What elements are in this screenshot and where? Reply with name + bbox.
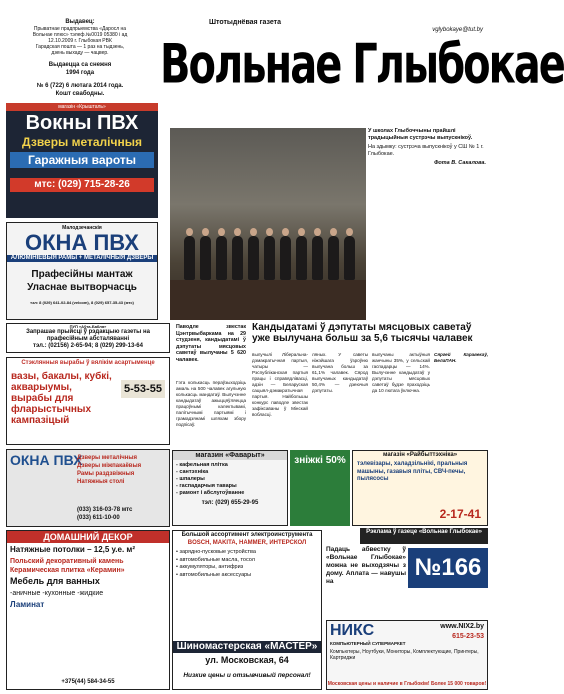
ad-raybyttekhnika [352, 450, 488, 526]
caption-text: У школах Глыбоччыны прайшлі традыцыйныя сустрэчы выпускнікоў. [368, 128, 473, 141]
ad-favaryt [172, 450, 288, 526]
founded-date: Выдаецца са снежня 1994 года [48, 62, 112, 76]
ad-header: магазін «Крышталь» [6, 103, 158, 111]
ad-phone: 615-23-53 [452, 633, 484, 640]
ad-phone: 2-17-41 [439, 507, 481, 521]
notice-text: Запрашае прыйсці ў рэдакцыю газеты на прафесійным абсталяванні [26, 329, 150, 342]
ad-title: Большой ассортимент электроинструмента [181, 532, 313, 538]
ad-title: ОКНА ПВХ [25, 230, 139, 255]
ad-windows-maladzechna [6, 222, 158, 320]
ad-shop: Шиномастерская «МАСТЕР» [173, 641, 321, 653]
ad-list: - кафельная плітка - сантэхніка - шпалеры - гаспадарчыя тавары - рамонт і абслугоўванне [176, 462, 245, 496]
caption-author: Фота В. Сакалова. [434, 160, 486, 166]
ad-brands: BOSCH, MAKITA, HAMMER, ИНТЕРСКОЛ [187, 540, 307, 546]
article-column-3: ляных. У саветы ніжэйшага ўзроўню вылучана больш за 61,1% чалавек. Сярод вылучаных кандыдатаў 50,4% — дзеючыя дэпутаты. [312, 352, 368, 393]
ad-title: Вокны ПВХ [25, 112, 139, 134]
ad-address: ул. Московская, 64 [205, 655, 289, 665]
newspaper-title: Вольнае Глыбокае [160, 33, 564, 96]
ad-tools-master [172, 530, 322, 690]
ad-line: Натяжныя столі [77, 479, 125, 485]
publisher-line: Вольнае плюс» тэлеф.№0019 05380 і ад [32, 32, 128, 38]
ad-slogan: Низкие цены и отзывчивый персонал! [183, 672, 311, 679]
ad-sale [290, 450, 350, 526]
ad-subtitle-2: Гаражныя вароты [10, 152, 154, 168]
ad-text: тэлевізары, халадзільнікі, пральныя машыны, газавыя пліты, СВЧ-печы, пылясосы [357, 461, 468, 482]
ad-phone: мтс: (029) 715-28-26 [10, 178, 154, 192]
ad-main: вазы, бакалы, кубкі, акварыумы, вырабы для фларыстычных кампазіцый [11, 371, 112, 426]
ad-subtitle: Дзверы металічныя [22, 135, 142, 149]
ad-glassware [6, 357, 170, 445]
ad-phone: +375(44) 584-34-55 [61, 679, 115, 685]
ad-list: Компьютеры, Ноутбуки, Мониторы, Комплектующие, Принтеры, Картриджи [330, 648, 479, 661]
article-column-1: Гэта колькасць пераўзыходзіць амаль на 500 чалавек агульную колькасць мандатаў. Вылучэнне кандыдатаў ажыццяўляецца працоўнымі калектывамі, палітычнымі партыямі і грамадзянамі шляхам збору подпісаў. [176, 380, 246, 427]
ad-phone: тэл: (029) 655-29-95 [201, 500, 259, 506]
ad-note: Московская цены и наличие в Глыбокім! Более 15 000 товаров! [327, 681, 487, 687]
article-author: Сяргей Каравекаў, БелаПАН. [434, 352, 488, 363]
ads-notice: Рэклама ў газеце «Вольнае Глыбокае» [360, 528, 488, 544]
ad-title: ОКНА ПВХ [10, 452, 83, 468]
ad-ceiling: Натяжные потолки – 12,5 у.е. м² [10, 545, 135, 554]
ad-tile: Польский декоративный камень Керамическая плитка «Керамин» [10, 558, 125, 574]
ad-niks [326, 620, 488, 690]
ad-title: Стэклянныя вырабы ў вялікім асартыменце [21, 360, 155, 366]
notice-phone: тэл.: (02156) 2-65-94; 8 (029) 299-13-64 [33, 343, 143, 349]
website-email[interactable]: vglybokaye@tut.by [432, 27, 483, 33]
ad-phone: (033) 316-03-78 мтс [77, 507, 133, 513]
ad-phone: тэл: 8 (029) 641-02-84 (velcom), 8 (029) 657-35-43 (мтс) [30, 300, 134, 305]
price-note: Кошт свабодны. [55, 91, 105, 97]
tagline: Штотыднёвая газета [209, 19, 281, 26]
subscribe-text: Падаць абвестку ў «Вольнае Глыбокае» можна не выходзячы з дому. Аплата — навушы на [326, 546, 406, 585]
ad-title: НИКС [330, 622, 375, 639]
notice-org: ПУП «Аўта-Бабля» [69, 324, 107, 329]
ad-line: Дзверы металічныя [77, 455, 137, 461]
publisher-line: 12.10.2009 г. Глыбокая РВК [48, 38, 112, 44]
publisher-block [6, 18, 154, 98]
article-headline: Кандыдатамі ў дэпутаты мясцовых саветаў уже вылучана больш за 5,6 тысячы чалавек [252, 322, 473, 344]
ad-furniture: Мебель для ванных [10, 576, 100, 586]
publisher-title: Выдавец: [65, 19, 95, 25]
ad-site[interactable]: www.NIX2.by [440, 623, 484, 630]
ad-subtitle: АЛЮМІНІЕВЫЯ РАМЫ + МЕТАЛІЧНЫЯ ДЗВЕРЫ [7, 255, 157, 262]
ad-subtitle-3: Уласнае вытворчасць [27, 282, 137, 293]
publisher-line: Гарадская пошта — 1 раз на тыдзень, [35, 44, 125, 50]
ad-laminate: Ламинат [10, 600, 45, 609]
sale-percent: зніжкі 50% [294, 455, 346, 466]
publisher-line: дзень выхаду — чацвер. [51, 50, 109, 56]
ad-header: Малодзечанскія [62, 225, 102, 231]
ad-home-decor [6, 530, 170, 690]
ad-title: магазін «Райбыттэхніка» [382, 452, 458, 458]
ad-list: • зарядно-пусковые устройства • автомобильные масла, тосол • аккумуляторы, антифриз • автомобильные аксессуары [176, 549, 256, 578]
ad-subtitle-2: Прафесійны мантаж [31, 269, 133, 280]
ad-phone: 5-53-55 [121, 380, 165, 398]
ad-phone: (033) 611-10-00 [77, 515, 120, 521]
issue-number: № 6 (722) 6 лютага 2014 года. [36, 83, 124, 89]
ad-line: Рамы раздзвіжныя [77, 471, 135, 477]
ad-subtitle: КОМПЬЮТЕРНЫЙ СУПЕРМАРКЕТ [330, 641, 406, 646]
issue-number-badge: №166 [408, 548, 488, 588]
article-lead: Паводле звестак Цэнтрвыбаркама на 29 студзеня, кандыдатамі ў дэпутаты мясцовых саветаў вылучаны 5 620 чалавек. [176, 324, 246, 363]
ad-windows-kryshtal [6, 103, 158, 218]
ad-pvh-doors [6, 449, 170, 527]
ad-line: Дзверы міжпакаёвыя [77, 463, 142, 469]
ad-title: ДОМАШНИЙ ДЕКОР [7, 531, 169, 543]
ad-list: -аничные -кухонные -жидкие [10, 590, 104, 597]
article-column-4: вылучаны актыўныя жанчыны 35%, у сельскай гаспадарцы — 14%. Вылучэнне кандыдатаў у дэпутаты мясцовых саветаў будзе праходзіць да 10 лютага ўключна. [372, 352, 430, 393]
publisher-line: Прыватнае прадпрыемства «Даросл на [33, 26, 127, 32]
photo-caption [368, 128, 486, 167]
notice-box [6, 323, 170, 353]
ad-title: магазин «Фаварыт» [173, 451, 287, 460]
caption-sub: На здымку: сустрэча выпускнікоў у СШ № 1 г. Глыбокае. [368, 144, 484, 157]
article-column-2: вылучылі Ліберальна-дэмакратычная партыя, чатыры — Рэспубліканская партыя працы і справядлівасці, адзін — Беларуская сацыял-дэмакратычная партыя. Найбольшы конкурс паводле звестак зафіксаваны ў Мінскай вобласці. [252, 352, 308, 417]
school-reunion-photo [170, 128, 366, 320]
